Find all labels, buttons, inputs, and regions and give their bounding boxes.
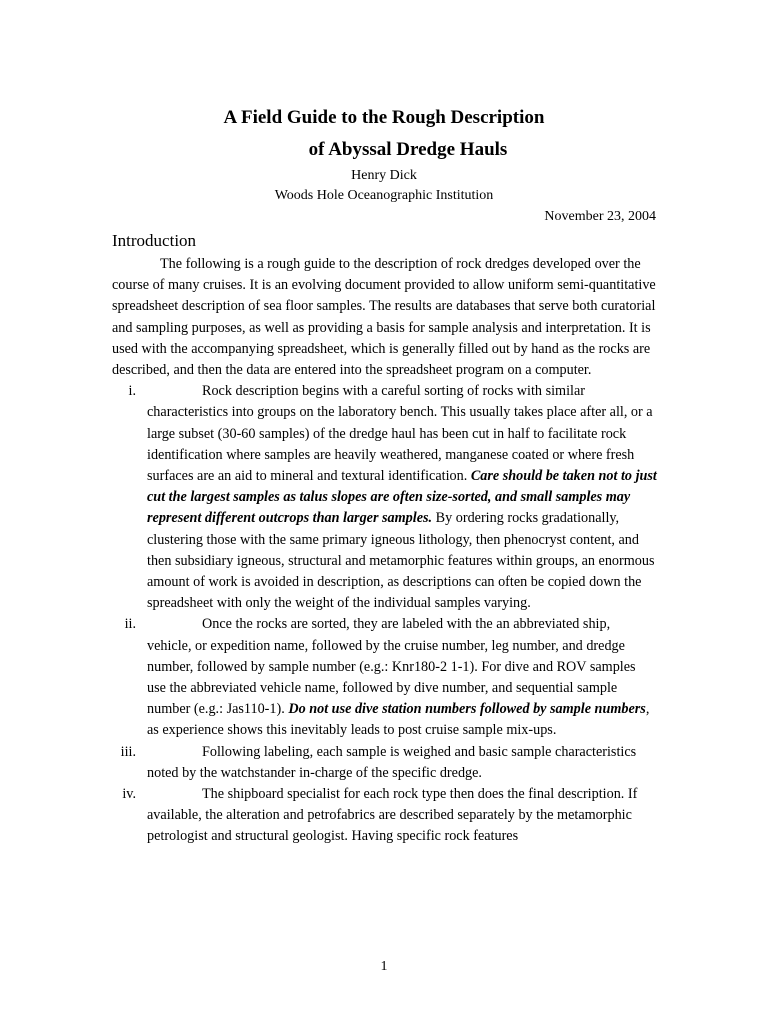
emphasis-text: Care should be taken not to just cut the largest samples as talus slopes are often size-sorted, and small samples may represent different outcrops than larger samples. [147, 468, 657, 527]
list-item-text [147, 784, 657, 848]
list-item-text [147, 614, 657, 741]
list-item-ii [112, 614, 657, 741]
list-item-text-part: , as experience shows this inevitably leads to post cruise sample mix-ups. [147, 701, 650, 739]
section-heading-introduction: Introduction [112, 231, 197, 250]
list-item-text-part: Following labeling, each sample is weighed and basic sample characteristics noted by the watchstander in-charge of the specific dredge. [147, 743, 637, 781]
list-item-i [112, 381, 657, 614]
list-item-iii [112, 742, 657, 784]
institution-name: Woods Hole Oceanographic Institution [274, 188, 494, 203]
list-item-number: iii. [120, 743, 136, 760]
emphasis-text: Do not use dive station numbers followed by sample numbers [288, 701, 646, 718]
intro-paragraph: The following is a rough guide to the description of rock dredges developed over the course of many cruises. It is an evolving document provided to allow uniform semi-quantitative spreadsheet description of sea floor samples. The results are databases that serve both curatorial and sampling purposes, as well as providing a basis for sample analysis and interpretation. It is used with the accompanying spreadsheet, which is generally filled out by hand as the rocks are described, and then the data are entered into the spreadsheet program on a computer. [112, 256, 656, 379]
document-date: November 23, 2004 [544, 209, 656, 224]
list-item-number: i. [128, 383, 136, 400]
list-item-text [147, 381, 657, 614]
list-item-text-part: The shipboard specialist for each rock type then does the final description. If available, the alteration and petrofabrics are described separately by the metamorphic petrologist and structural geologist. Having specific rock features [147, 786, 638, 845]
list-item-number: iv. [122, 786, 136, 803]
list-item-iv [112, 784, 657, 848]
document-title-line-1: A Field Guide to the Rough Description [223, 107, 545, 128]
list-item-text-part: By ordering rocks gradationally, clustering those with the same primary igneous lithology, then phenocryst content, and then subsidiary igneous, structural and metamorphic features within groups, an enormous amount of work is avoided in description, as descriptions can often be copied down the spreadsheet with only the weight of the individual samples varying. [147, 510, 655, 612]
list-item-number: ii. [124, 616, 136, 633]
list-item-text-part: Rock description begins with a careful sorting of rocks with similar characteristics into groups on the laboratory bench. This usually takes place after all, or a large subset (30-60 samples) of the dredge haul has been cut in half to facilitate rock identification where samples are heavily weathered, manganese coated or where fresh surfaces are an aid to mineral and textural identification. [147, 383, 653, 485]
document-body [112, 254, 657, 848]
list-item-text-part: Once the rocks are sorted, they are labeled with the an abbreviated ship, vehicle, or expedition name, followed by the cruise number, leg number, and dredge number, followed by sample number (e.g.: Knr180-2 1-1). For dive and ROV samples use the abbreviated vehicle name, followed by dive number, and sequential sample number (e.g.: Jas110-1). [147, 616, 636, 718]
author-name: Henry Dick [351, 168, 417, 183]
page-number: 1 [380, 959, 388, 974]
document-title-line-2: of Abyssal Dredge Hauls [308, 139, 508, 160]
list-item-text [147, 742, 657, 784]
